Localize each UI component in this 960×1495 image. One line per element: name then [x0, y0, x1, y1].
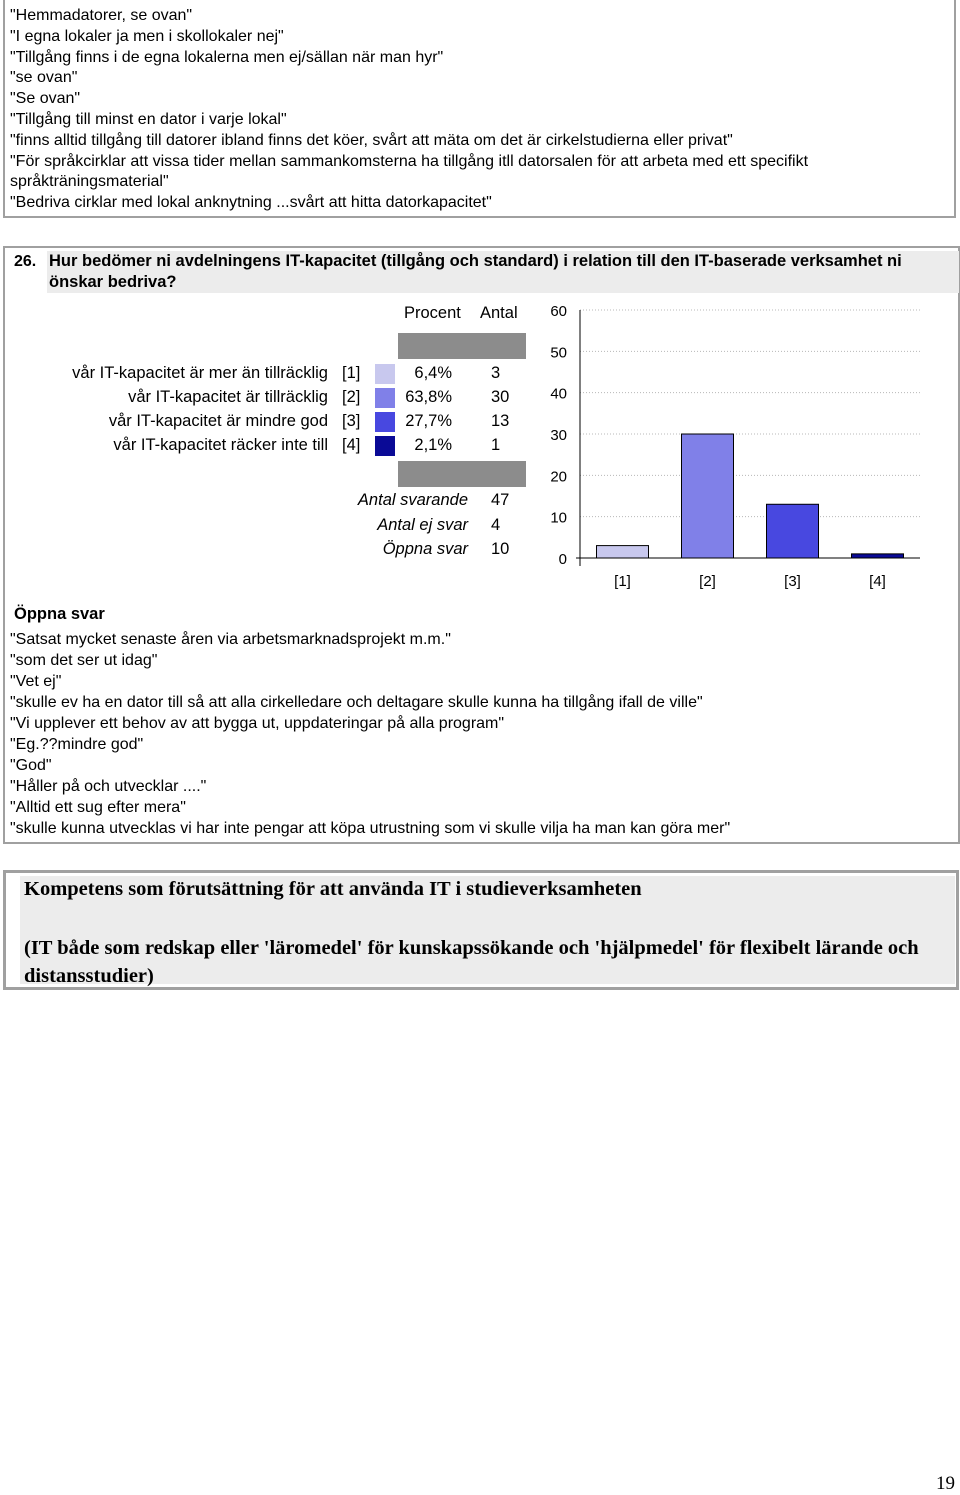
option-label: vår IT-kapacitet är mindre god	[108, 412, 328, 430]
summary-label: Antal ej svar	[377, 516, 468, 534]
open-answer: "Satsat mycket senaste åren via arbetsmarknadsprojekt m.m."	[10, 631, 451, 648]
answer-line: "Bedriva cirklar med lokal anknytning ...svårt att hitta datorkapacitet"	[10, 194, 492, 212]
answer-line: "Tillgång finns i de egna lokalerna men ej/sällan när man hyr"	[10, 48, 444, 66]
answer-line: "se ovan"	[10, 69, 78, 87]
page-number: 19	[936, 1473, 955, 1494]
open-answer: "som det ser ut idag"	[10, 652, 158, 669]
open-answer: "skulle ev ha en dator till så att alla cirkelledare och deltagare skulle kunna ha tillgång ifall de ville"	[10, 694, 703, 711]
option-label: vår IT-kapacitet räcker inte till	[113, 436, 328, 454]
open-answer: "Eg.??mindre god"	[10, 736, 144, 753]
bar	[767, 504, 819, 558]
answer-line: språkträningsmaterial"	[10, 173, 169, 191]
section-heading-box	[3, 870, 959, 990]
option-code: [3]	[342, 412, 361, 430]
question-text: Hur bedömer ni avdelningens IT-kapacitet (tillgång och standard) i relation till den IT-baserade verksamhet ni önskar bedriva?	[47, 251, 959, 293]
bar	[597, 546, 649, 558]
summary-label: Öppna svar	[382, 540, 468, 558]
answer-line: "finns alltid tillgång till datorer ibland finns det köer, svårt att mäta om det är cirkelstudierna eller privat"	[10, 131, 733, 149]
option-percent: 27,7%	[405, 412, 452, 430]
y-tick-label: 20	[550, 468, 567, 486]
open-answer: "Vi upplever ett behov av att bygga ut, uppdateringar på alla program"	[10, 715, 505, 732]
open-answers-list	[10, 629, 730, 839]
header-percent: Procent	[404, 304, 461, 322]
option-label: vår IT-kapacitet är mer än tillräcklig	[72, 364, 328, 382]
option-swatch	[375, 412, 395, 432]
open-answer: "Alltid ett sug efter mera"	[10, 799, 186, 816]
open-answer: "Håller på och utvecklar ...."	[10, 778, 207, 795]
option-label: vår IT-kapacitet är tillräcklig	[128, 388, 328, 406]
bar-chart	[540, 304, 930, 594]
option-count: 13	[491, 412, 510, 430]
option-percent: 6,4%	[414, 364, 452, 382]
y-tick-label: 30	[550, 427, 567, 444]
option-count: 3	[491, 364, 501, 382]
open-answer: "God"	[10, 757, 52, 774]
option-code: [1]	[342, 364, 361, 382]
option-count: 1	[491, 436, 501, 454]
y-tick-label: 60	[550, 304, 567, 320]
option-percent: 63,8%	[405, 388, 452, 406]
question-number: 26.	[14, 253, 37, 270]
answer-line: "För språkcirklar att vissa tider mellan sammankomsterna ha tillgång itll datorsalen för att arbeta med ett specifikt	[10, 152, 809, 170]
summary-value: 4	[491, 516, 501, 534]
y-tick-label: 40	[550, 385, 567, 403]
open-answers-title: Öppna svar	[14, 605, 105, 623]
table-top-band	[398, 333, 526, 359]
question-26-box	[3, 246, 960, 844]
option-swatch	[375, 364, 395, 384]
answer-line: "Tillgång till minst en dator i varje lokal"	[10, 110, 287, 128]
bar	[682, 434, 734, 558]
section-subtitle: (IT både som redskap eller 'läromedel' för kunskapssökande och 'hjälpmedel' för flexibelt lärande och distansstudier)	[24, 937, 919, 987]
previous-answers-box	[3, 0, 956, 218]
option-code: [2]	[342, 388, 361, 406]
open-answer: "Vet ej"	[10, 673, 62, 690]
header-count: Antal	[480, 304, 518, 322]
summary-value: 47	[491, 491, 510, 509]
x-tick-label: [4]	[869, 573, 886, 590]
answer-line: "Se ovan"	[10, 90, 81, 108]
x-tick-label: [3]	[784, 573, 801, 590]
section-title: Kompetens som förutsättning för att använda IT i studieverksamheten	[24, 878, 642, 900]
y-tick-label: 10	[550, 509, 567, 527]
option-percent: 2,1%	[414, 436, 452, 454]
x-tick-label: [1]	[614, 573, 631, 590]
option-swatch	[375, 388, 395, 408]
option-count: 30	[491, 388, 510, 406]
summary-value: 10	[491, 540, 510, 558]
option-code: [4]	[342, 436, 361, 454]
summary-label: Antal svarande	[357, 491, 468, 509]
y-tick-label: 0	[558, 551, 567, 568]
table-bottom-band	[398, 461, 526, 487]
y-tick-label: 50	[550, 344, 567, 362]
open-answer: "skulle kunna utvecklas vi har inte pengar att köpa utrustning som vi skulle vilja ha man kan göra mer"	[10, 820, 731, 837]
answer-line: "Hemmadatorer, se ovan"	[10, 7, 193, 24]
option-swatch	[375, 436, 395, 456]
answer-line: "I egna lokaler ja men i skollokaler nej"	[10, 27, 284, 45]
bar	[852, 554, 904, 558]
x-tick-label: [2]	[699, 573, 716, 590]
